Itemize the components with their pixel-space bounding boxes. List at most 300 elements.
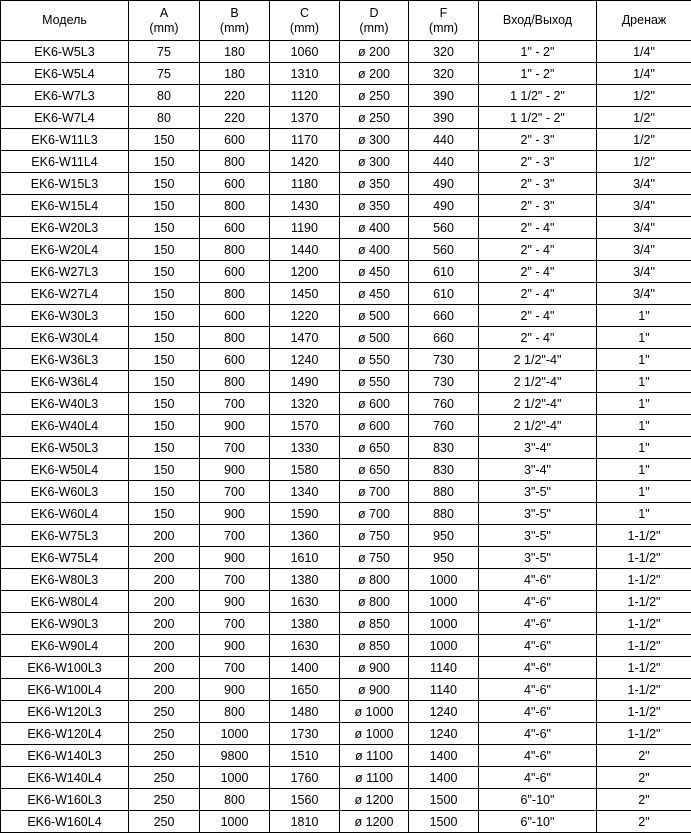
d-cell: ø 1000 bbox=[340, 701, 409, 723]
inlet-outlet-cell: 3"-5" bbox=[479, 525, 597, 547]
model-cell: EK6-W36L3 bbox=[1, 349, 129, 371]
a-cell: 150 bbox=[129, 415, 200, 437]
inlet-outlet-cell: 6"-10" bbox=[479, 811, 597, 833]
table-row bbox=[1, 613, 691, 635]
c-cell: 1430 bbox=[270, 195, 340, 217]
table-row bbox=[1, 415, 691, 437]
c-cell: 1380 bbox=[270, 569, 340, 591]
d-cell: ø 800 bbox=[340, 591, 409, 613]
table-row bbox=[1, 349, 691, 371]
drain-cell: 3/4" bbox=[597, 261, 691, 283]
f-cell: 950 bbox=[409, 525, 479, 547]
inlet-outlet-cell: 4"-6" bbox=[479, 701, 597, 723]
a-cell: 150 bbox=[129, 129, 200, 151]
drain-cell: 1/2" bbox=[597, 129, 691, 151]
b-cell: 600 bbox=[200, 349, 270, 371]
model-cell: EK6-W20L4 bbox=[1, 239, 129, 261]
a-cell: 200 bbox=[129, 635, 200, 657]
a-cell: 250 bbox=[129, 745, 200, 767]
drain-cell: 1-1/2" bbox=[597, 525, 691, 547]
header-model: Модель bbox=[1, 1, 129, 41]
f-cell: 320 bbox=[409, 63, 479, 85]
a-cell: 150 bbox=[129, 283, 200, 305]
c-cell: 1310 bbox=[270, 63, 340, 85]
d-cell: ø 1200 bbox=[340, 811, 409, 833]
a-cell: 250 bbox=[129, 789, 200, 811]
model-cell: EK6-W15L3 bbox=[1, 173, 129, 195]
f-cell: 1000 bbox=[409, 569, 479, 591]
f-cell: 610 bbox=[409, 283, 479, 305]
a-cell: 200 bbox=[129, 679, 200, 701]
model-cell: EK6-W27L3 bbox=[1, 261, 129, 283]
table-body bbox=[1, 41, 691, 833]
drain-cell: 1/2" bbox=[597, 107, 691, 129]
f-cell: 390 bbox=[409, 107, 479, 129]
f-cell: 490 bbox=[409, 173, 479, 195]
c-cell: 1580 bbox=[270, 459, 340, 481]
inlet-outlet-cell: 2" - 4" bbox=[479, 305, 597, 327]
d-cell: ø 600 bbox=[340, 393, 409, 415]
inlet-outlet-cell: 2" - 3" bbox=[479, 173, 597, 195]
d-cell: ø 400 bbox=[340, 239, 409, 261]
model-cell: EK6-W40L4 bbox=[1, 415, 129, 437]
inlet-outlet-cell: 2" - 4" bbox=[479, 217, 597, 239]
a-cell: 150 bbox=[129, 481, 200, 503]
f-cell: 1140 bbox=[409, 657, 479, 679]
table-row bbox=[1, 63, 691, 85]
f-cell: 1000 bbox=[409, 613, 479, 635]
drain-cell: 1" bbox=[597, 327, 691, 349]
b-cell: 900 bbox=[200, 503, 270, 525]
d-cell: ø 750 bbox=[340, 547, 409, 569]
c-cell: 1490 bbox=[270, 371, 340, 393]
a-cell: 200 bbox=[129, 547, 200, 569]
model-cell: EK6-W7L4 bbox=[1, 107, 129, 129]
c-cell: 1570 bbox=[270, 415, 340, 437]
table-row bbox=[1, 393, 691, 415]
c-cell: 1180 bbox=[270, 173, 340, 195]
table-row bbox=[1, 239, 691, 261]
header-row bbox=[1, 1, 691, 41]
b-cell: 700 bbox=[200, 569, 270, 591]
c-cell: 1650 bbox=[270, 679, 340, 701]
c-cell: 1590 bbox=[270, 503, 340, 525]
d-cell: ø 200 bbox=[340, 41, 409, 63]
d-cell: ø 300 bbox=[340, 151, 409, 173]
a-cell: 150 bbox=[129, 173, 200, 195]
drain-cell: 1" bbox=[597, 437, 691, 459]
f-cell: 1500 bbox=[409, 789, 479, 811]
d-cell: ø 800 bbox=[340, 569, 409, 591]
d-cell: ø 450 bbox=[340, 283, 409, 305]
header-d: D (mm) bbox=[340, 1, 409, 41]
b-cell: 600 bbox=[200, 173, 270, 195]
model-cell: EK6-W11L4 bbox=[1, 151, 129, 173]
model-cell: EK6-W75L4 bbox=[1, 547, 129, 569]
table-row bbox=[1, 327, 691, 349]
f-cell: 880 bbox=[409, 503, 479, 525]
a-cell: 150 bbox=[129, 349, 200, 371]
f-cell: 730 bbox=[409, 349, 479, 371]
table-row bbox=[1, 371, 691, 393]
inlet-outlet-cell: 2 1/2"-4" bbox=[479, 415, 597, 437]
model-cell: EK6-W60L3 bbox=[1, 481, 129, 503]
header-b: B (mm) bbox=[200, 1, 270, 41]
b-cell: 900 bbox=[200, 547, 270, 569]
c-cell: 1240 bbox=[270, 349, 340, 371]
f-cell: 390 bbox=[409, 85, 479, 107]
model-cell: EK6-W140L4 bbox=[1, 767, 129, 789]
table-row bbox=[1, 261, 691, 283]
a-cell: 75 bbox=[129, 63, 200, 85]
model-cell: EK6-W5L4 bbox=[1, 63, 129, 85]
drain-cell: 1/2" bbox=[597, 85, 691, 107]
inlet-outlet-cell: 4"-6" bbox=[479, 591, 597, 613]
table-row bbox=[1, 217, 691, 239]
b-cell: 1000 bbox=[200, 767, 270, 789]
d-cell: ø 650 bbox=[340, 459, 409, 481]
model-cell: EK6-W160L3 bbox=[1, 789, 129, 811]
f-cell: 1140 bbox=[409, 679, 479, 701]
inlet-outlet-cell: 2" - 3" bbox=[479, 151, 597, 173]
c-cell: 1760 bbox=[270, 767, 340, 789]
drain-cell: 3/4" bbox=[597, 195, 691, 217]
f-cell: 950 bbox=[409, 547, 479, 569]
drain-cell: 1/4" bbox=[597, 63, 691, 85]
f-cell: 1500 bbox=[409, 811, 479, 833]
a-cell: 200 bbox=[129, 525, 200, 547]
f-cell: 1000 bbox=[409, 591, 479, 613]
c-cell: 1610 bbox=[270, 547, 340, 569]
drain-cell: 1" bbox=[597, 371, 691, 393]
f-cell: 1400 bbox=[409, 745, 479, 767]
a-cell: 250 bbox=[129, 767, 200, 789]
model-cell: EK6-W40L3 bbox=[1, 393, 129, 415]
table-row bbox=[1, 789, 691, 811]
b-cell: 800 bbox=[200, 239, 270, 261]
c-cell: 1370 bbox=[270, 107, 340, 129]
b-cell: 600 bbox=[200, 217, 270, 239]
model-cell: EK6-W36L4 bbox=[1, 371, 129, 393]
d-cell: ø 500 bbox=[340, 305, 409, 327]
table-row bbox=[1, 195, 691, 217]
model-cell: EK6-W20L3 bbox=[1, 217, 129, 239]
d-cell: ø 1200 bbox=[340, 789, 409, 811]
b-cell: 180 bbox=[200, 63, 270, 85]
c-cell: 1400 bbox=[270, 657, 340, 679]
b-cell: 1000 bbox=[200, 811, 270, 833]
header-drain: Дренаж bbox=[597, 1, 691, 41]
table-row bbox=[1, 811, 691, 833]
model-cell: EK6-W50L4 bbox=[1, 459, 129, 481]
f-cell: 760 bbox=[409, 415, 479, 437]
b-cell: 700 bbox=[200, 481, 270, 503]
a-cell: 150 bbox=[129, 503, 200, 525]
drain-cell: 1-1/2" bbox=[597, 701, 691, 723]
inlet-outlet-cell: 2" - 3" bbox=[479, 129, 597, 151]
c-cell: 1380 bbox=[270, 613, 340, 635]
inlet-outlet-cell: 1 1/2" - 2" bbox=[479, 107, 597, 129]
f-cell: 730 bbox=[409, 371, 479, 393]
f-cell: 320 bbox=[409, 41, 479, 63]
drain-cell: 2" bbox=[597, 767, 691, 789]
table-row bbox=[1, 503, 691, 525]
f-cell: 610 bbox=[409, 261, 479, 283]
f-cell: 1240 bbox=[409, 723, 479, 745]
d-cell: ø 400 bbox=[340, 217, 409, 239]
b-cell: 220 bbox=[200, 85, 270, 107]
inlet-outlet-cell: 2" - 4" bbox=[479, 239, 597, 261]
inlet-outlet-cell: 2 1/2"-4" bbox=[479, 349, 597, 371]
d-cell: ø 550 bbox=[340, 371, 409, 393]
header-a: A (mm) bbox=[129, 1, 200, 41]
model-cell: EK6-W7L3 bbox=[1, 85, 129, 107]
b-cell: 600 bbox=[200, 261, 270, 283]
c-cell: 1630 bbox=[270, 591, 340, 613]
d-cell: ø 250 bbox=[340, 107, 409, 129]
model-cell: EK6-W30L3 bbox=[1, 305, 129, 327]
d-cell: ø 850 bbox=[340, 635, 409, 657]
inlet-outlet-cell: 4"-6" bbox=[479, 613, 597, 635]
drain-cell: 3/4" bbox=[597, 239, 691, 261]
d-cell: ø 650 bbox=[340, 437, 409, 459]
inlet-outlet-cell: 4"-6" bbox=[479, 569, 597, 591]
table-row bbox=[1, 679, 691, 701]
drain-cell: 1-1/2" bbox=[597, 547, 691, 569]
a-cell: 150 bbox=[129, 151, 200, 173]
d-cell: ø 550 bbox=[340, 349, 409, 371]
inlet-outlet-cell: 2" - 4" bbox=[479, 261, 597, 283]
c-cell: 1190 bbox=[270, 217, 340, 239]
drain-cell: 2" bbox=[597, 745, 691, 767]
b-cell: 800 bbox=[200, 789, 270, 811]
a-cell: 150 bbox=[129, 327, 200, 349]
c-cell: 1810 bbox=[270, 811, 340, 833]
drain-cell: 3/4" bbox=[597, 283, 691, 305]
model-cell: EK6-W160L4 bbox=[1, 811, 129, 833]
d-cell: ø 700 bbox=[340, 503, 409, 525]
d-cell: ø 1000 bbox=[340, 723, 409, 745]
f-cell: 1000 bbox=[409, 635, 479, 657]
c-cell: 1060 bbox=[270, 41, 340, 63]
a-cell: 150 bbox=[129, 217, 200, 239]
c-cell: 1220 bbox=[270, 305, 340, 327]
b-cell: 700 bbox=[200, 613, 270, 635]
a-cell: 200 bbox=[129, 591, 200, 613]
inlet-outlet-cell: 3"-5" bbox=[479, 503, 597, 525]
model-cell: EK6-W75L3 bbox=[1, 525, 129, 547]
model-cell: EK6-W90L4 bbox=[1, 635, 129, 657]
inlet-outlet-cell: 1 1/2" - 2" bbox=[479, 85, 597, 107]
drain-cell: 1-1/2" bbox=[597, 569, 691, 591]
f-cell: 880 bbox=[409, 481, 479, 503]
table-row bbox=[1, 85, 691, 107]
model-cell: EK6-W50L3 bbox=[1, 437, 129, 459]
inlet-outlet-cell: 6"-10" bbox=[479, 789, 597, 811]
inlet-outlet-cell: 1" - 2" bbox=[479, 41, 597, 63]
a-cell: 150 bbox=[129, 305, 200, 327]
d-cell: ø 300 bbox=[340, 129, 409, 151]
b-cell: 180 bbox=[200, 41, 270, 63]
c-cell: 1330 bbox=[270, 437, 340, 459]
table-row bbox=[1, 437, 691, 459]
d-cell: ø 350 bbox=[340, 195, 409, 217]
a-cell: 150 bbox=[129, 437, 200, 459]
f-cell: 760 bbox=[409, 393, 479, 415]
d-cell: ø 1100 bbox=[340, 767, 409, 789]
model-cell: EK6-W15L4 bbox=[1, 195, 129, 217]
drain-cell: 1-1/2" bbox=[597, 591, 691, 613]
drain-cell: 1/2" bbox=[597, 151, 691, 173]
a-cell: 80 bbox=[129, 85, 200, 107]
drain-cell: 1-1/2" bbox=[597, 723, 691, 745]
b-cell: 800 bbox=[200, 195, 270, 217]
table-row bbox=[1, 591, 691, 613]
table-row bbox=[1, 129, 691, 151]
drain-cell: 1" bbox=[597, 393, 691, 415]
f-cell: 660 bbox=[409, 327, 479, 349]
d-cell: ø 850 bbox=[340, 613, 409, 635]
c-cell: 1360 bbox=[270, 525, 340, 547]
f-cell: 660 bbox=[409, 305, 479, 327]
b-cell: 800 bbox=[200, 151, 270, 173]
a-cell: 80 bbox=[129, 107, 200, 129]
table-row bbox=[1, 283, 691, 305]
model-cell: EK6-W80L4 bbox=[1, 591, 129, 613]
model-cell: EK6-W120L4 bbox=[1, 723, 129, 745]
model-cell: EK6-W100L3 bbox=[1, 657, 129, 679]
d-cell: ø 500 bbox=[340, 327, 409, 349]
inlet-outlet-cell: 1" - 2" bbox=[479, 63, 597, 85]
b-cell: 800 bbox=[200, 327, 270, 349]
c-cell: 1440 bbox=[270, 239, 340, 261]
a-cell: 200 bbox=[129, 613, 200, 635]
table-row bbox=[1, 723, 691, 745]
table-row bbox=[1, 767, 691, 789]
b-cell: 700 bbox=[200, 657, 270, 679]
table-row bbox=[1, 635, 691, 657]
d-cell: ø 900 bbox=[340, 679, 409, 701]
table-row bbox=[1, 481, 691, 503]
inlet-outlet-cell: 4"-6" bbox=[479, 767, 597, 789]
b-cell: 900 bbox=[200, 591, 270, 613]
table-row bbox=[1, 151, 691, 173]
model-cell: EK6-W90L3 bbox=[1, 613, 129, 635]
c-cell: 1340 bbox=[270, 481, 340, 503]
drain-cell: 1" bbox=[597, 503, 691, 525]
b-cell: 9800 bbox=[200, 745, 270, 767]
drain-cell: 1/4" bbox=[597, 41, 691, 63]
b-cell: 600 bbox=[200, 305, 270, 327]
model-cell: EK6-W60L4 bbox=[1, 503, 129, 525]
f-cell: 560 bbox=[409, 217, 479, 239]
model-cell: EK6-W140L3 bbox=[1, 745, 129, 767]
c-cell: 1200 bbox=[270, 261, 340, 283]
table-row bbox=[1, 459, 691, 481]
drain-cell: 1-1/2" bbox=[597, 657, 691, 679]
b-cell: 220 bbox=[200, 107, 270, 129]
a-cell: 200 bbox=[129, 569, 200, 591]
f-cell: 440 bbox=[409, 129, 479, 151]
b-cell: 800 bbox=[200, 701, 270, 723]
inlet-outlet-cell: 2" - 4" bbox=[479, 327, 597, 349]
d-cell: ø 600 bbox=[340, 415, 409, 437]
table-row bbox=[1, 745, 691, 767]
drain-cell: 1-1/2" bbox=[597, 613, 691, 635]
inlet-outlet-cell: 2" - 4" bbox=[479, 283, 597, 305]
drain-cell: 1" bbox=[597, 459, 691, 481]
d-cell: ø 250 bbox=[340, 85, 409, 107]
model-cell: EK6-W30L4 bbox=[1, 327, 129, 349]
table-row bbox=[1, 305, 691, 327]
header-inlet-outlet: Вход/Выход bbox=[479, 1, 597, 41]
d-cell: ø 200 bbox=[340, 63, 409, 85]
header-f: F (mm) bbox=[409, 1, 479, 41]
d-cell: ø 450 bbox=[340, 261, 409, 283]
b-cell: 900 bbox=[200, 635, 270, 657]
table-row bbox=[1, 525, 691, 547]
c-cell: 1730 bbox=[270, 723, 340, 745]
table-row bbox=[1, 107, 691, 129]
f-cell: 1400 bbox=[409, 767, 479, 789]
table-row bbox=[1, 547, 691, 569]
drain-cell: 1" bbox=[597, 305, 691, 327]
model-cell: EK6-W80L3 bbox=[1, 569, 129, 591]
model-cell: EK6-W120L3 bbox=[1, 701, 129, 723]
c-cell: 1630 bbox=[270, 635, 340, 657]
a-cell: 150 bbox=[129, 393, 200, 415]
d-cell: ø 750 bbox=[340, 525, 409, 547]
a-cell: 150 bbox=[129, 239, 200, 261]
table-row bbox=[1, 657, 691, 679]
model-cell: EK6-W27L4 bbox=[1, 283, 129, 305]
d-cell: ø 350 bbox=[340, 173, 409, 195]
inlet-outlet-cell: 2" - 3" bbox=[479, 195, 597, 217]
b-cell: 800 bbox=[200, 283, 270, 305]
d-cell: ø 700 bbox=[340, 481, 409, 503]
f-cell: 560 bbox=[409, 239, 479, 261]
header-c: C (mm) bbox=[270, 1, 340, 41]
model-cell: EK6-W100L4 bbox=[1, 679, 129, 701]
a-cell: 75 bbox=[129, 41, 200, 63]
c-cell: 1420 bbox=[270, 151, 340, 173]
inlet-outlet-cell: 4"-6" bbox=[479, 723, 597, 745]
drain-cell: 3/4" bbox=[597, 217, 691, 239]
table-row bbox=[1, 701, 691, 723]
drain-cell: 1" bbox=[597, 349, 691, 371]
a-cell: 200 bbox=[129, 657, 200, 679]
d-cell: ø 1100 bbox=[340, 745, 409, 767]
f-cell: 490 bbox=[409, 195, 479, 217]
b-cell: 700 bbox=[200, 437, 270, 459]
b-cell: 600 bbox=[200, 129, 270, 151]
c-cell: 1450 bbox=[270, 283, 340, 305]
table-row bbox=[1, 569, 691, 591]
model-cell: EK6-W11L3 bbox=[1, 129, 129, 151]
a-cell: 150 bbox=[129, 459, 200, 481]
b-cell: 700 bbox=[200, 525, 270, 547]
a-cell: 150 bbox=[129, 261, 200, 283]
drain-cell: 1-1/2" bbox=[597, 635, 691, 657]
inlet-outlet-cell: 4"-6" bbox=[479, 657, 597, 679]
drain-cell: 1" bbox=[597, 415, 691, 437]
drain-cell: 2" bbox=[597, 811, 691, 833]
drain-cell: 1" bbox=[597, 481, 691, 503]
inlet-outlet-cell: 4"-6" bbox=[479, 745, 597, 767]
inlet-outlet-cell: 3"-5" bbox=[479, 481, 597, 503]
model-cell: EK6-W5L3 bbox=[1, 41, 129, 63]
f-cell: 830 bbox=[409, 437, 479, 459]
